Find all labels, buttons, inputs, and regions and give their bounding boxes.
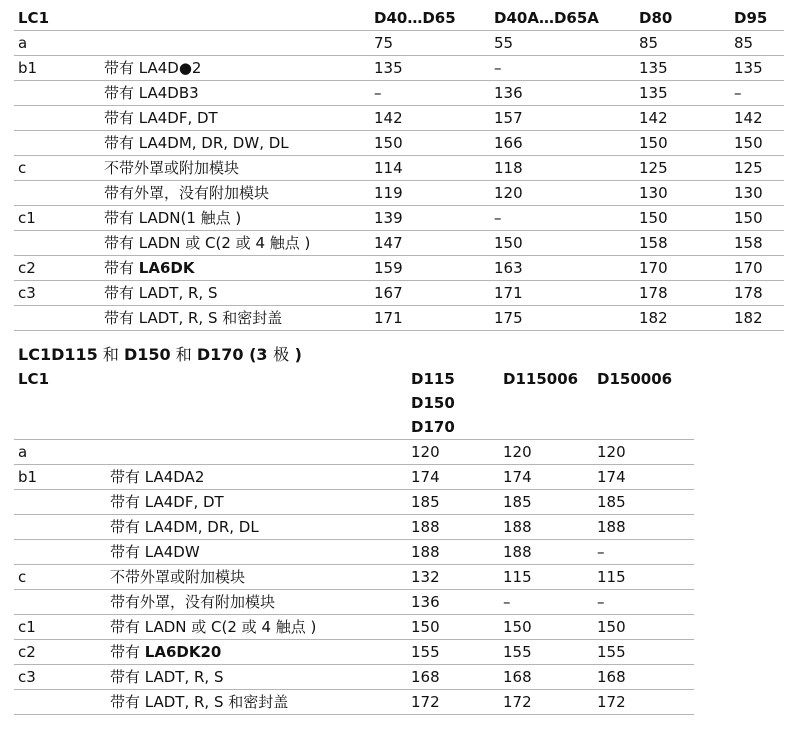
cell-value: 135 — [370, 56, 490, 81]
cell-value: 168 — [593, 665, 694, 690]
cell-value: – — [593, 590, 694, 615]
cell-value: – — [490, 56, 635, 81]
cell-value: 142 — [370, 106, 490, 131]
row-desc: 带有 LA4DW — [106, 540, 407, 565]
row-id: b1 — [14, 56, 100, 81]
cell-value: – — [490, 206, 635, 231]
table-header-row — [14, 6, 784, 31]
title-part-pole-word: 极 — [273, 345, 290, 364]
cell-value: 188 — [499, 515, 593, 540]
header-col: D40A…D65A — [490, 6, 635, 31]
cell-value: 185 — [593, 490, 694, 515]
cell-value: 125 — [635, 156, 730, 181]
row-desc: 带有 LADN 或 C(2 或 4 触点 ) — [100, 231, 370, 256]
header-line: D115 — [411, 370, 455, 388]
cell-value: – — [370, 81, 490, 106]
row-id: c — [14, 565, 106, 590]
cell-value: 120 — [593, 440, 694, 465]
title-part-model: LC1D115 — [18, 345, 98, 364]
cell-value: 135 — [635, 81, 730, 106]
cell-value: 172 — [593, 690, 694, 715]
table-row — [14, 440, 694, 465]
cell-value: 159 — [370, 256, 490, 281]
cell-value: 114 — [370, 156, 490, 181]
cell-value: 136 — [407, 590, 499, 615]
row-desc: 带有 LA4DF, DT — [100, 106, 370, 131]
row-desc: 带有外罩，没有附加模块 — [106, 590, 407, 615]
cell-value: 132 — [407, 565, 499, 590]
cell-value: 120 — [407, 440, 499, 465]
cell-value: 130 — [635, 181, 730, 206]
table-row — [14, 231, 784, 256]
cell-value: 182 — [635, 306, 730, 331]
table-row — [14, 690, 694, 715]
row-desc: 带有外罩，没有附加模块 — [100, 181, 370, 206]
cell-value: 174 — [499, 465, 593, 490]
cell-value: 75 — [370, 31, 490, 56]
row-desc: 带有 LA4DA2 — [106, 465, 407, 490]
table-row — [14, 131, 784, 156]
table-row — [14, 81, 784, 106]
cell-value: 158 — [730, 231, 784, 256]
cell-value: 172 — [407, 690, 499, 715]
cell-value: 115 — [499, 565, 593, 590]
cell-value: 142 — [730, 106, 784, 131]
row-id: a — [14, 440, 106, 465]
cell-value: 55 — [490, 31, 635, 56]
row-id — [14, 306, 100, 331]
cell-value: 166 — [490, 131, 635, 156]
header-col: D95 — [730, 6, 784, 31]
cell-value: 188 — [407, 515, 499, 540]
cell-value: 188 — [499, 540, 593, 565]
cell-value: 147 — [370, 231, 490, 256]
title-part-and: 和 — [97, 345, 124, 364]
table-row — [14, 565, 694, 590]
cell-value: 150 — [635, 131, 730, 156]
row-id — [14, 690, 106, 715]
row-desc: 不带外罩或附加模块 — [100, 156, 370, 181]
cell-value: 150 — [407, 615, 499, 640]
table-row — [14, 256, 784, 281]
row-id — [14, 231, 100, 256]
cell-value: 150 — [593, 615, 694, 640]
cell-value: 185 — [407, 490, 499, 515]
row-id: c2 — [14, 256, 100, 281]
cell-value: 178 — [730, 281, 784, 306]
cell-value: 119 — [370, 181, 490, 206]
row-id: b1 — [14, 465, 106, 490]
cell-value: 142 — [635, 106, 730, 131]
header-col: D150006 — [593, 367, 694, 440]
table-row — [14, 31, 784, 56]
table-row — [14, 56, 784, 81]
cell-value: – — [593, 540, 694, 565]
header-col: D40…D65 — [370, 6, 490, 31]
row-id — [14, 515, 106, 540]
title-part-and: 和 — [170, 345, 197, 364]
table-row — [14, 156, 784, 181]
cell-value: 150 — [490, 231, 635, 256]
cell-value: 158 — [635, 231, 730, 256]
row-desc: 带有 LADT, R, S 和密封盖 — [100, 306, 370, 331]
table-row — [14, 540, 694, 565]
row-desc: 带有 LA4DB3 — [100, 81, 370, 106]
row-desc: 带有 LADT, R, S — [106, 665, 407, 690]
row-desc-bold: LA6DK20 — [144, 643, 222, 661]
cell-value: 155 — [593, 640, 694, 665]
cell-value: 171 — [490, 281, 635, 306]
cell-value: – — [730, 81, 784, 106]
cell-value: 150 — [730, 206, 784, 231]
table-row — [14, 106, 784, 131]
table-row — [14, 665, 694, 690]
row-desc: 带有 LA4DM, DR, DW, DL — [100, 131, 370, 156]
cell-value: 115 — [593, 565, 694, 590]
table-row — [14, 615, 694, 640]
cell-value: 85 — [635, 31, 730, 56]
cell-value: 157 — [490, 106, 635, 131]
row-id — [14, 181, 100, 206]
cell-value: 182 — [730, 306, 784, 331]
title-part-model: D150 — [123, 345, 171, 364]
cell-value: 150 — [730, 131, 784, 156]
row-id: c2 — [14, 640, 106, 665]
document-page — [14, 6, 784, 715]
cell-value: 135 — [730, 56, 784, 81]
cell-value: 171 — [370, 306, 490, 331]
cell-value: 130 — [730, 181, 784, 206]
row-id — [14, 81, 100, 106]
row-id: c3 — [14, 281, 100, 306]
cell-value: 188 — [593, 515, 694, 540]
row-desc: 不带外罩或附加模块 — [106, 565, 407, 590]
table-row — [14, 640, 694, 665]
cell-value: 185 — [499, 490, 593, 515]
row-desc-bold: LA6DK — [138, 259, 195, 277]
table-row — [14, 590, 694, 615]
cell-value: 163 — [490, 256, 635, 281]
header-line: D150 — [411, 394, 455, 412]
cell-value: 188 — [407, 540, 499, 565]
row-desc: 带有 LA4DF, DT — [106, 490, 407, 515]
cell-value: 150 — [635, 206, 730, 231]
row-desc: 带有 LADT, R, S — [100, 281, 370, 306]
table-row — [14, 281, 784, 306]
row-id — [14, 131, 100, 156]
cell-value: 136 — [490, 81, 635, 106]
header-col: D115006 — [499, 367, 593, 440]
header-col — [407, 367, 499, 440]
row-id: c1 — [14, 615, 106, 640]
row-id — [14, 106, 100, 131]
table-row — [14, 206, 784, 231]
table-row — [14, 181, 784, 206]
table-row — [14, 306, 784, 331]
cell-value: 150 — [370, 131, 490, 156]
cell-value: 170 — [635, 256, 730, 281]
title-part-close: ) — [289, 345, 302, 364]
cell-value: 135 — [635, 56, 730, 81]
row-desc: 带有 LA4D●2 — [100, 56, 370, 81]
title-part-poles: (3 — [243, 345, 274, 364]
row-desc — [100, 31, 370, 56]
row-id: a — [14, 31, 100, 56]
row-id: c1 — [14, 206, 100, 231]
cell-value: 168 — [407, 665, 499, 690]
table-header-row — [14, 367, 694, 440]
row-desc-prefix: 带有 — [110, 643, 145, 661]
title-part-model: D170 — [196, 345, 244, 364]
cell-value: 168 — [499, 665, 593, 690]
cell-value: 120 — [490, 181, 635, 206]
row-desc-prefix: 带有 — [104, 259, 139, 277]
cell-value: – — [499, 590, 593, 615]
cell-value: 120 — [499, 440, 593, 465]
cell-value: 155 — [407, 640, 499, 665]
table-row — [14, 515, 694, 540]
cell-value: 85 — [730, 31, 784, 56]
row-desc — [100, 256, 370, 281]
cell-value: 118 — [490, 156, 635, 181]
row-desc: 带有 LADN(1 触点 ) — [100, 206, 370, 231]
table-row — [14, 465, 694, 490]
dimensions-table-d115-d170 — [14, 367, 694, 715]
cell-value: 125 — [730, 156, 784, 181]
header-line: D170 — [411, 418, 455, 436]
header-col: D80 — [635, 6, 730, 31]
cell-value: 175 — [490, 306, 635, 331]
cell-value: 170 — [730, 256, 784, 281]
row-desc — [106, 440, 407, 465]
row-id — [14, 490, 106, 515]
row-id — [14, 540, 106, 565]
row-id: c3 — [14, 665, 106, 690]
cell-value: 139 — [370, 206, 490, 231]
cell-value: 174 — [593, 465, 694, 490]
cell-value: 155 — [499, 640, 593, 665]
header-model: LC1 — [14, 367, 407, 440]
row-desc: 带有 LADT, R, S 和密封盖 — [106, 690, 407, 715]
row-id — [14, 590, 106, 615]
table-row — [14, 490, 694, 515]
row-desc — [106, 640, 407, 665]
row-desc: 带有 LA4DM, DR, DL — [106, 515, 407, 540]
cell-value: 172 — [499, 690, 593, 715]
cell-value: 174 — [407, 465, 499, 490]
dimensions-table-d40-d95 — [14, 6, 784, 331]
cell-value: 178 — [635, 281, 730, 306]
header-model: LC1 — [14, 6, 370, 31]
row-id: c — [14, 156, 100, 181]
row-desc: 带有 LADN 或 C(2 或 4 触点 ) — [106, 615, 407, 640]
cell-value: 167 — [370, 281, 490, 306]
section-title — [14, 343, 784, 367]
cell-value: 150 — [499, 615, 593, 640]
